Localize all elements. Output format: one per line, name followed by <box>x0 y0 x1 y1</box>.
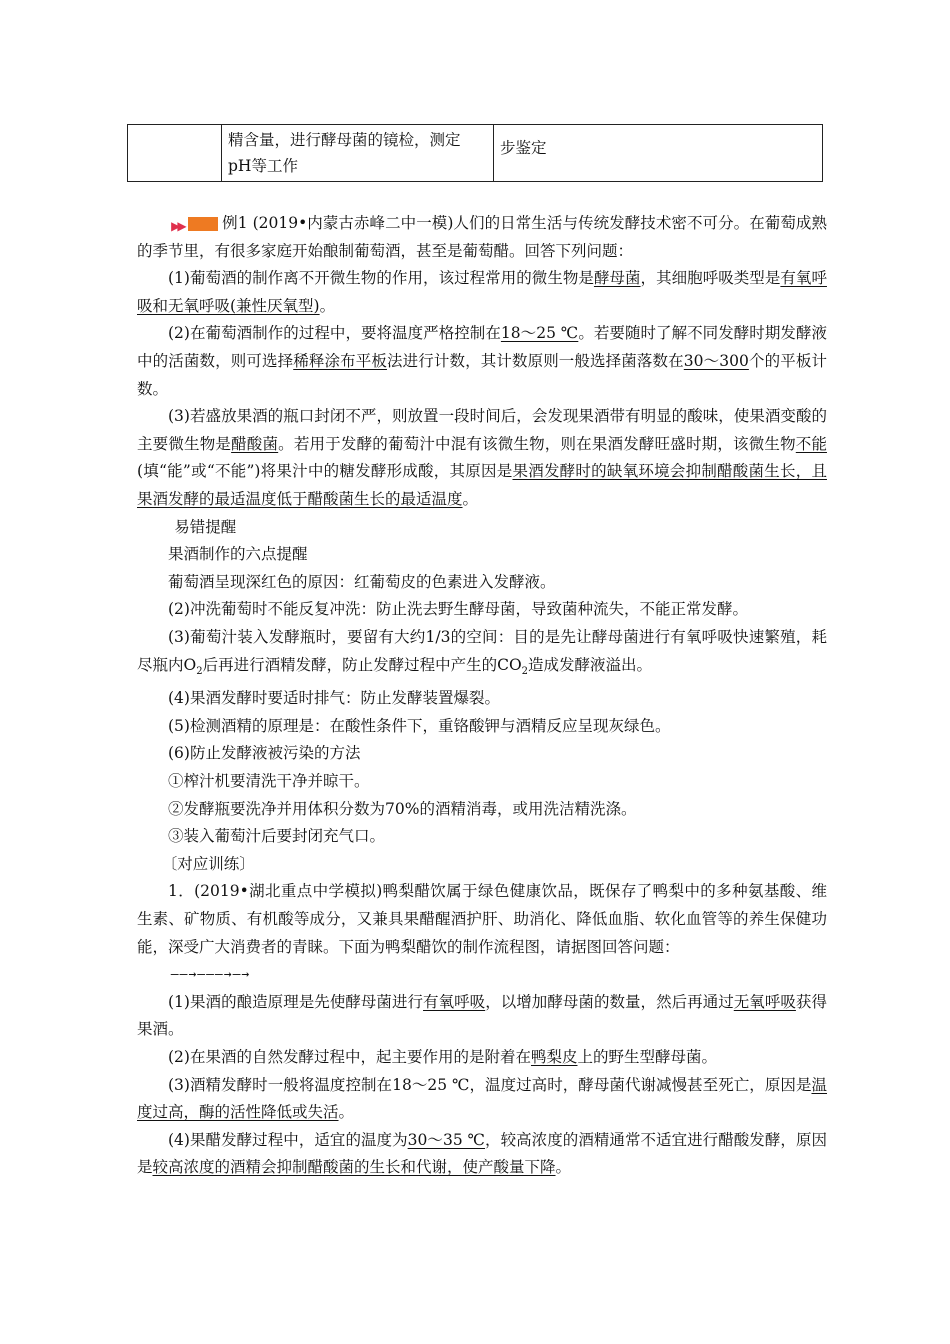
answer-text: 18～25 ℃ <box>500 324 579 343</box>
training-intro: 1．(2019•湖北重点中学模拟)鸭梨醋饮属于绿色健康饮品，既保存了鸭梨中的多种氨基酸、维生素、矿物质、有机酸等成分，又兼具果醋醒酒护肝、助消化、降低血脂、软化血管等的养生保健功能，深受广大消费者的青睐。下面为鸭梨醋饮的制作流程图，请据图回答问题： <box>137 882 827 956</box>
subscript: 2 <box>521 665 529 677</box>
tip-subitem: ①榨汁机要清洗干净并晾干。 <box>168 771 370 790</box>
subscript: 2 <box>196 665 203 677</box>
answer-text: 不能 <box>795 434 827 453</box>
table-cell-note: 步鉴定 <box>494 125 823 182</box>
flow-chart-arrows: ——→———→—→ <box>170 967 251 983</box>
answer-text: 鸭梨皮 <box>530 1047 578 1066</box>
training-heading: 〔对应训练〕 <box>161 854 255 873</box>
answer-text: 醋酸菌 <box>231 434 279 453</box>
example1-q3 <box>137 403 827 513</box>
q-text: 。 <box>319 296 336 315</box>
table-cell-empty <box>128 125 222 182</box>
q-text: 上的野生型酵母菌。 <box>577 1047 717 1066</box>
cell-line: pH等工作 <box>228 157 298 175</box>
tip-item: 葡萄酒呈现深红色的原因：红葡萄皮的色素进入发酵液。 <box>168 572 556 591</box>
play-double-arrow-icon: ▶▶ <box>171 212 219 228</box>
training-q4 <box>137 1127 827 1182</box>
answer-text: 温度过高，酶的活性降低或失活 <box>137 1075 827 1122</box>
answer-text: 酵母菌 <box>593 269 641 288</box>
answer-text: 果酒发酵时的缺氧环境会抑制醋酸菌生长，且果酒发酵的最适温度低于醋酸菌生长的最适温度 <box>137 462 827 508</box>
tip-text: (3)葡萄汁装入发酵瓶时，要留有大约1/3的空间：目的是先让酵母菌进行有氧呼吸快速繁殖，耗尽瓶内O <box>137 627 827 674</box>
training-q3 <box>137 1072 827 1127</box>
answer-text: 30～35 ℃ <box>407 1130 486 1149</box>
tips-subheading: 果酒制作的六点提醒 <box>168 545 308 564</box>
answer-text: 有氧呼吸和无氧呼吸(兼性厌氧型) <box>137 269 827 315</box>
answer-text: 较高浓度的酒精会抑制醋酸菌的生长和代谢，使产酸量下降 <box>152 1158 556 1177</box>
answer-text: 稀释涂布平板 <box>293 351 387 370</box>
q-text: (4)果醋发酵过程中，适宜的温度为 <box>168 1130 408 1149</box>
training-q2 <box>137 1044 827 1072</box>
q-text: (3)若盛放果酒的瓶口封闭不严，则放置一段时间后，会发现果酒带有明显的酸味，使果酒变酸的主要微生物是 <box>137 407 827 453</box>
q-text: 。 <box>462 489 479 508</box>
example1-title-text: 例1 (2019•内蒙古赤峰二中一模)人们的日常生活与传统发酵技术密不可分。在葡萄成熟的季节里，有很多家庭开始酿制葡萄酒，甚至是葡萄醋。回答下列问题： <box>137 214 827 260</box>
q-text: 个的平板计数。 <box>137 351 827 398</box>
tip-text: 后再进行酒精发酵，防止发酵过程中产生的CO <box>202 655 522 674</box>
q-text: (2)在葡萄酒制作的过程中，要将温度严格控制在 <box>168 324 501 343</box>
q-text: (2)在果酒的自然发酵过程中，起主要作用的是附着在 <box>168 1047 531 1066</box>
q-text: (1)葡萄酒的制作离不开微生物的作用，该过程常用的微生物是 <box>168 269 594 288</box>
tip-text: 造成发酵液溢出。 <box>528 655 653 674</box>
q-text: ，其细胞呼吸类型是 <box>640 269 781 288</box>
answer-text: 无氧呼吸 <box>733 992 796 1011</box>
q-text: (填“能”或“不能”)将果汁中的糖发酵形成酸，其原因是 <box>137 462 513 481</box>
document-body <box>137 210 827 1182</box>
cell-line: 精含量，进行酵母菌的镜检，测定 <box>228 131 461 149</box>
tip-item <box>137 624 827 685</box>
answer-text: 有氧呼吸 <box>423 992 486 1011</box>
q-text: ，以增加酵母菌的数量，然后再通过 <box>485 992 734 1011</box>
q-text: 。 <box>555 1158 572 1177</box>
tip-subitem: ②发酵瓶要洗净并用体积分数为70%的酒精消毒，或用洗洁精洗涤。 <box>168 799 637 818</box>
tip-subitem: ③装入葡萄汁后要封闭充气口。 <box>168 827 386 846</box>
tip-item: (5)检测酒精的原理是：在酸性条件下，重铬酸钾与酒精反应呈现灰绿色。 <box>168 716 671 735</box>
q-text: 获得果酒。 <box>137 992 827 1039</box>
q-text: ，较高浓度的酒精通常不适宜进行醋酸发酵，原因是 <box>137 1130 827 1177</box>
q-text: 。若用于发酵的葡萄汁中混有该微生物，则在果酒发酵旺盛时期，该微生物 <box>278 434 796 453</box>
q-text: (3)酒精发酵时一般将温度控制在18～25 ℃，温度过高时，酵母菌代谢减慢甚至死亡，原因是 <box>168 1075 812 1094</box>
q-text: 。若要随时了解不同发酵时期发酵液中的活菌数，则可选择 <box>137 324 827 370</box>
tips-heading: 易错提醒 <box>174 517 237 536</box>
tip-item: (4)果酒发酵时要适时排气：防止发酵装置爆裂。 <box>168 689 500 708</box>
example1-q1 <box>137 265 827 320</box>
table-row <box>128 125 823 182</box>
answer-text: 30～300 <box>683 351 749 370</box>
training-q1 <box>137 989 827 1044</box>
q-text: 。 <box>338 1103 355 1122</box>
example1-title <box>137 210 827 265</box>
q-text: (1)果酒的酿造原理是先使酵母菌进行 <box>168 992 424 1011</box>
table-cell-procedure <box>222 125 494 182</box>
tip-item: (2)冲洗葡萄时不能反复冲洗：防止洗去野生酵母菌，导致菌种流失，不能正常发酵。 <box>168 600 748 619</box>
example1-q2 <box>137 320 827 403</box>
continuation-table <box>127 124 823 182</box>
tip-item: (6)防止发酵液被污染的方法 <box>168 744 361 763</box>
q-text: 法进行计数，其计数原则一般选择菌落数在 <box>386 351 684 370</box>
